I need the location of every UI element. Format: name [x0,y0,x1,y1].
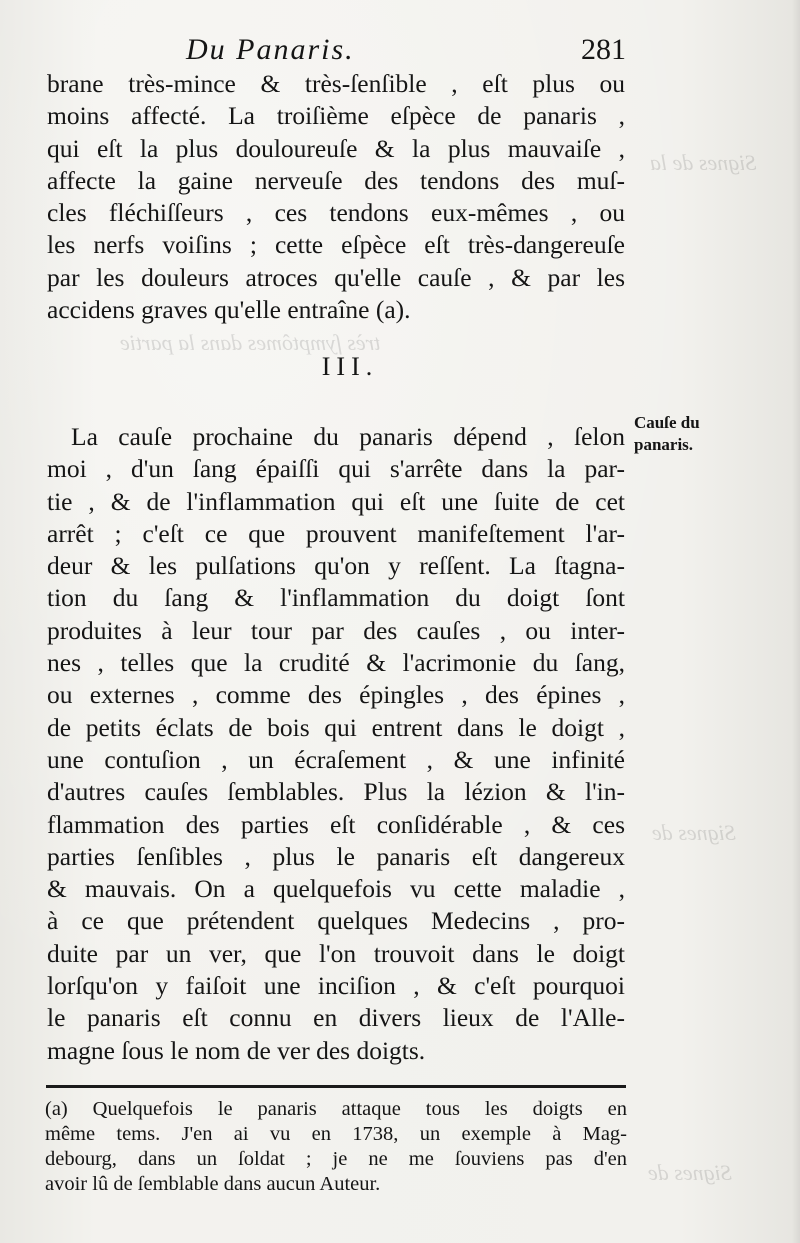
footnote-line: avoir lû de ſemblable dans aucun Auteur. [45,1173,381,1195]
text-line: de petits éclats de bois qui entrent dans le doigt , [47,712,625,742]
paragraph-cause [47,421,625,1067]
footnote-line: debourg, dans un ſoldat ; je ne me ſouviens pas d'en [45,1148,627,1170]
text-line: d'autres cauſes ſemblables. Plus la lézion & l'in- [47,777,625,807]
text-line: produites à leur tour par des cauſes , ou inter- [47,615,625,645]
text-line: qui eſt la plus douloureuſe & la plus mauvaiſe , [47,133,625,163]
text-line: nes , telles que la crudité & l'acrimonie du ſang, [47,648,625,678]
text-line: duite par un ver, que l'on trouvoit dans le doigt [47,938,625,968]
text-line: par les douleurs atroces qu'elle cauſe , & par les [47,262,625,292]
text-line: parties ſenſibles , plus le panaris eſt dangereux [47,841,625,871]
text-line: les nerfs voiſins ; cette eſpèce eſt très-dangereuſe [47,230,625,260]
text-line: ou externes , comme des épingles , des épines , [47,680,625,710]
margin-note-line: panaris. [634,435,694,454]
text-line: La cauſe prochaine du panaris dépend , ſelon [71,422,625,451]
running-title: Du Panaris. [186,33,355,66]
show-through-text: très ſymptômes dans la partie [120,330,381,355]
text-line: tie , & de l'inflammation qui eſt une ſuite de cet [47,486,625,516]
footnote-line: (a) Quelquefois le panaris attaque tous les doigts en [45,1098,627,1120]
show-through-text: Signes de la [650,150,757,175]
show-through-text: Signes de [652,820,736,845]
footnote-line: même tems. J'en ai vu en 1738, un exemple à Mag- [45,1123,627,1145]
margin-note-line: Cauſe du [634,413,700,432]
text-line: brane très-mince & très-ſenſible , eſt plus ou [47,69,625,98]
margin-note [634,412,774,456]
text-line: accidens graves qu'elle entraîne (a). [47,295,411,325]
text-line: le panaris eſt connu en divers lieux de l'Alle- [47,1003,625,1033]
text-line: cles fléchiſſeurs , ces tendons eux-mêmes , ou [47,198,625,228]
text-line: deur & les pulſations qu'on y reſſent. La ſtagna- [47,551,625,581]
text-line: magne ſous le nom de ver des doigts. [47,1035,426,1065]
text-line: & mauvais. On a quelquefois vu cette maladie , [47,874,625,904]
text-line: à ce que prétendent quelques Medecins , pro- [47,906,625,936]
page-number: 281 [581,33,626,66]
text-line: moi , d'un ſang épaiſſi qui s'arrête dans la par- [47,454,625,484]
section-heading: III. [321,352,379,381]
paragraph-continued [47,68,625,326]
text-line: affecte la gaine nerveuſe des tendons des muſ- [47,165,625,195]
running-header [186,33,626,73]
text-line: flammation des parties eſt conſidérable , & ces [47,809,625,839]
footnote-rule [46,1085,626,1088]
text-line: une contuſion , un écraſement , & une infinité [47,744,625,774]
footnote [45,1097,627,1197]
text-line: tion du ſang & l'inflammation du doigt ſont [47,583,625,613]
text-line: arrêt ; c'eſt ce que prouvent manifeſtement l'ar- [47,518,625,548]
show-through-text: Signes de [648,1160,732,1185]
text-line: lorſqu'on y faiſoit une inciſion , & c'eſt pourquoi [47,971,625,1001]
page-edge-shadow [792,0,800,1243]
text-line: moins affecté. La troiſième eſpèce de panaris , [47,101,625,131]
